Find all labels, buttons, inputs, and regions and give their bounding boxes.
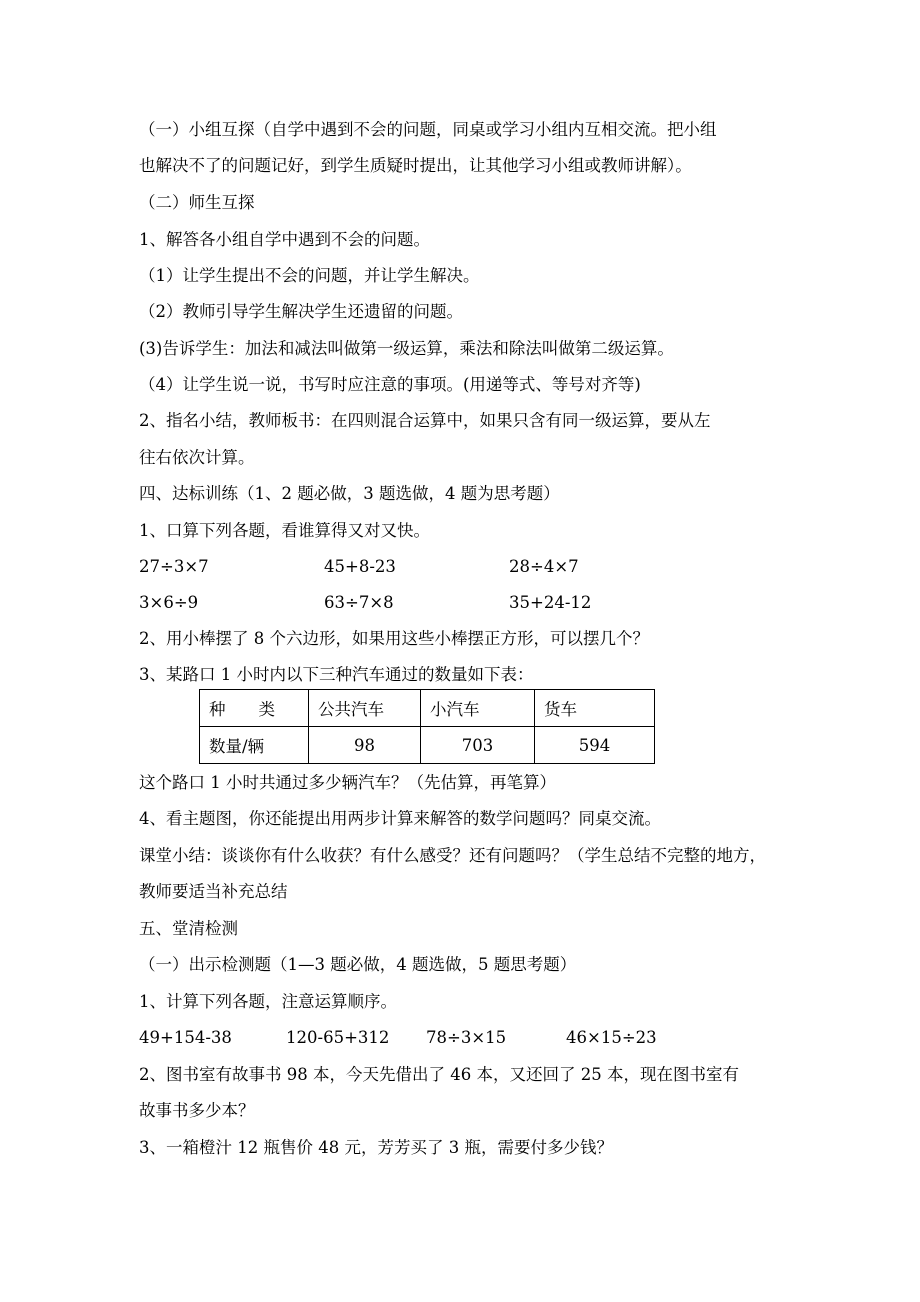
item-summary-cont: 往右依次计算。	[139, 448, 255, 467]
traffic-count-table	[199, 689, 655, 764]
oral-problem: 45+8-23	[324, 557, 396, 576]
table-cell: 数量/辆	[200, 727, 309, 764]
check-2-library-cont: 故事书多少本？	[139, 1101, 255, 1120]
calc-problem: 120-65+312	[286, 1028, 390, 1047]
table-cell: 594	[535, 727, 655, 764]
calc-problem: 78÷3×15	[426, 1028, 507, 1047]
check-3-juice: 3、一箱橙汁 12 瓶售价 48 元，芳芳买了 3 瓶，需要付多少钱？	[139, 1138, 613, 1157]
exercise-3-intro: 3、某路口 1 小时内以下三种汽车通过的数量如下表：	[139, 665, 534, 684]
class-summary-cont: 教师要适当补充总结	[139, 882, 288, 901]
oral-problem: 3×6÷9	[139, 593, 199, 612]
table-row	[200, 727, 655, 764]
subitem-1: （1）让学生提出不会的问题，并让学生解决。	[139, 266, 480, 285]
heading-teacher-student: （二）师生互探	[139, 193, 255, 212]
paragraph-group-discussion: （一）小组互探（自学中遇到不会的问题，同桌或学习小组内互相交流。把小组	[139, 120, 717, 139]
oral-problem: 63÷7×8	[324, 593, 394, 612]
table-cell: 98	[309, 727, 421, 764]
subitem-3: (3)告诉学生：加法和减法叫做第一级运算，乘法和除法叫做第二级运算。	[139, 339, 674, 358]
table-header-cell: 小汽车	[421, 690, 535, 727]
table-header-cell: 公共汽车	[309, 690, 421, 727]
exercise-4-prompt: 4、看主题图，你还能提出用两步计算来解答的数学问题吗？同桌交流。	[139, 809, 661, 828]
item-summary: 2、指名小结，教师板书：在四则混合运算中，如果只含有同一级运算，要从左	[139, 411, 711, 430]
calc-problem: 46×15÷23	[566, 1028, 657, 1047]
oral-problem: 28÷4×7	[509, 557, 579, 576]
subitem-2: （2）教师引导学生解决学生还遗留的问题。	[139, 302, 463, 321]
section-heading-check: 五、堂清检测	[139, 919, 238, 938]
exercise-3-question: 这个路口 1 小时共通过多少辆汽车？（先估算，再笔算）	[139, 773, 556, 792]
class-summary: 课堂小结：谈谈你有什么收获？有什么感受？还有问题吗？（学生总结不完整的地方，	[139, 846, 766, 865]
exercise-1-prompt: 1、口算下列各题，看谁算得又对又快。	[139, 521, 430, 540]
table-header-cell: 货车	[535, 690, 655, 727]
check-intro: （一）出示检测题（1—3 题必做，4 题选做，5 题思考题）	[139, 955, 577, 974]
oral-problem: 35+24-12	[509, 593, 592, 612]
subitem-4: （4）让学生说一说，书写时应注意的事项。(用递等式、等号对齐等)	[139, 375, 641, 394]
item-answer-questions: 1、解答各小组自学中遇到不会的问题。	[139, 230, 430, 249]
oral-problem: 27÷3×7	[139, 557, 209, 576]
table-cell: 703	[421, 727, 535, 764]
check-1-prompt: 1、计算下列各题，注意运算顺序。	[139, 992, 397, 1011]
exercise-2-hexagons: 2、用小棒摆了 8 个六边形，如果用这些小棒摆正方形，可以摆几个？	[139, 629, 649, 648]
table-header-cell: 种 类	[200, 690, 309, 727]
section-heading-training: 四、达标训练（1、2 题必做，3 题选做，4 题为思考题）	[139, 484, 560, 503]
calc-problem: 49+154-38	[139, 1028, 232, 1047]
table-row	[200, 690, 655, 727]
paragraph-group-discussion-cont: 也解决不了的问题记好，到学生质疑时提出，让其他学习小组或教师讲解）。	[139, 156, 692, 175]
check-2-library: 2、图书室有故事书 98 本，今天先借出了 46 本，又还回了 25 本，现在图书室有	[139, 1065, 739, 1084]
